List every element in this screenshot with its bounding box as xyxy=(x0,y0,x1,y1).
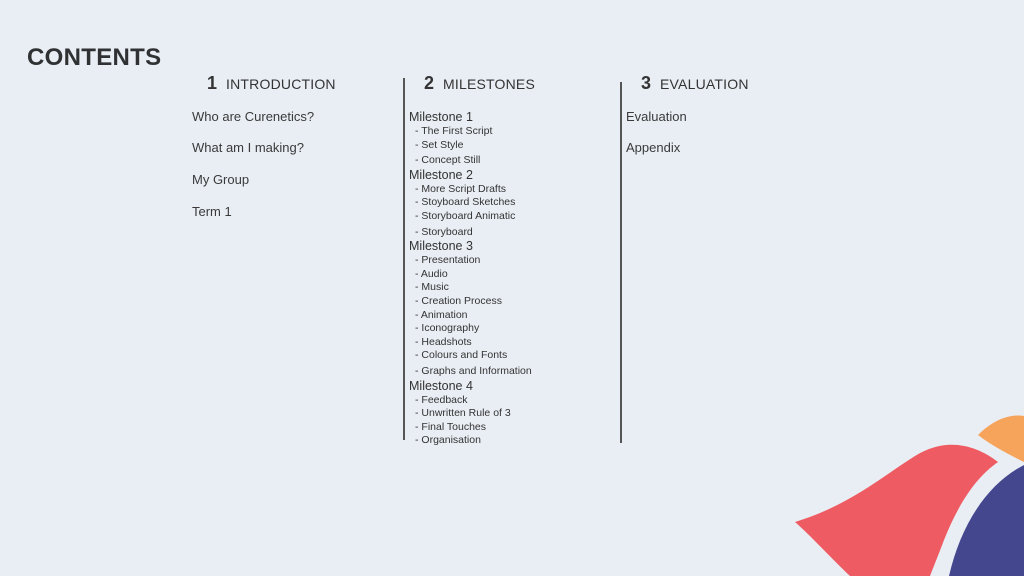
toc-subitem[interactable]: - Colours and Fonts xyxy=(415,349,508,362)
toc-subitem[interactable]: - Presentation xyxy=(415,254,481,267)
toc-subitem[interactable]: - Animation xyxy=(415,308,468,321)
section-label: INTRODUCTION xyxy=(226,76,336,92)
toc-item-evaluation[interactable]: Evaluation xyxy=(626,109,687,124)
section-label: EVALUATION xyxy=(660,76,749,92)
toc-item-term-1[interactable]: Term 1 xyxy=(192,204,232,219)
toc-subitem[interactable]: - Audio xyxy=(415,267,448,280)
milestone-1-title[interactable]: Milestone 1 xyxy=(409,110,473,124)
toc-item-my-group[interactable]: My Group xyxy=(192,172,250,187)
toc-subitem[interactable]: - Iconography xyxy=(415,322,480,335)
toc-subitem[interactable]: - The First Script xyxy=(415,125,493,137)
milestone-4-title[interactable]: Milestone 4 xyxy=(409,378,473,393)
toc-subitem[interactable]: - Final Touches xyxy=(415,420,487,433)
section-number: 3 xyxy=(641,73,652,93)
toc-item-appendix[interactable]: Appendix xyxy=(626,140,681,155)
toc-subitem[interactable]: - Storyboard xyxy=(415,225,473,238)
toc-item-what-am-i-making[interactable]: What am I making? xyxy=(192,140,304,155)
toc-subitem[interactable]: - Concept Still xyxy=(415,154,481,167)
toc-subitem[interactable]: - Music xyxy=(415,281,449,294)
toc-subitem[interactable]: - More Script Drafts xyxy=(415,182,507,195)
milestone-3-title[interactable]: Milestone 3 xyxy=(409,239,473,254)
toc-subitem[interactable]: - Headshots xyxy=(415,335,472,348)
toc-subitem[interactable]: - Set Style xyxy=(415,138,464,151)
page-title: CONTENTS xyxy=(27,44,162,71)
toc-subitem[interactable]: - Storyboard Animatic xyxy=(415,209,516,222)
toc-item-who-are-curenetics[interactable]: Who are Curenetics? xyxy=(192,109,315,124)
section-number: 2 xyxy=(424,73,435,93)
toc-subitem[interactable]: - Organisation xyxy=(415,434,481,447)
toc-subitem[interactable]: - Stoyboard Sketches xyxy=(415,196,516,209)
toc-subitem[interactable]: - Feedback xyxy=(415,393,468,406)
toc-subitem[interactable]: - Unwritten Rule of 3 xyxy=(415,407,511,420)
toc-subitem[interactable]: - Graphs and Information xyxy=(415,364,532,377)
section-number: 1 xyxy=(207,73,218,93)
section-label: MILESTONES xyxy=(443,76,536,92)
milestone-2-title[interactable]: Milestone 2 xyxy=(409,167,473,182)
toc-subitem[interactable]: - Creation Process xyxy=(415,294,502,307)
